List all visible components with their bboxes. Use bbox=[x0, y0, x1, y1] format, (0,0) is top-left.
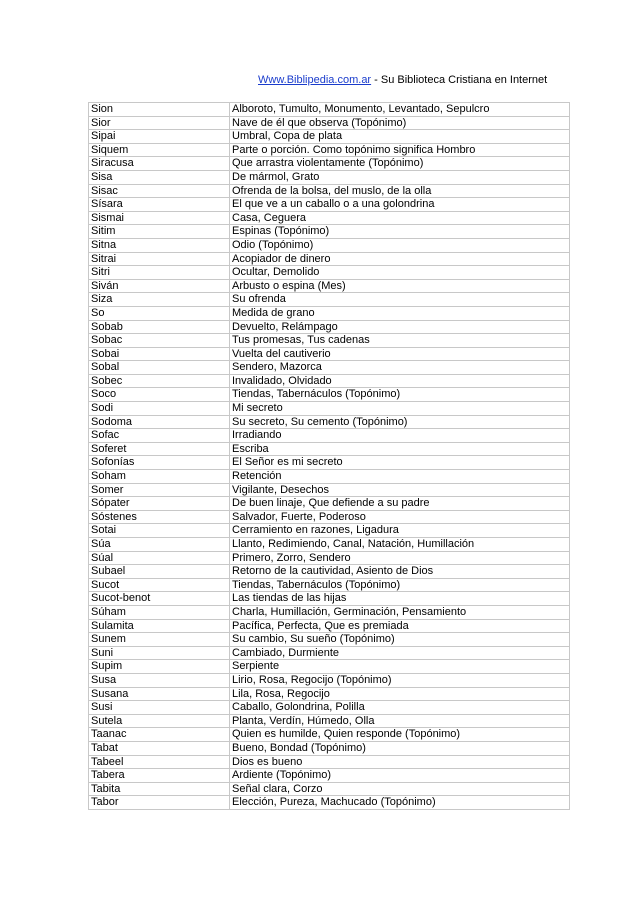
table-row bbox=[89, 306, 570, 320]
entry-name: Taanac bbox=[89, 728, 230, 742]
entry-meaning: Ocultar, Demolido bbox=[230, 266, 570, 280]
entry-meaning: Nave de él que observa (Topónimo) bbox=[230, 116, 570, 130]
entry-name: Siquem bbox=[89, 143, 230, 157]
entry-meaning: Mi secreto bbox=[230, 402, 570, 416]
entry-name: Somer bbox=[89, 483, 230, 497]
entry-meaning: Bueno, Bondad (Topónimo) bbox=[230, 741, 570, 755]
entry-name: Tabat bbox=[89, 741, 230, 755]
entry-meaning: Las tiendas de las hijas bbox=[230, 592, 570, 606]
entry-name: Sitri bbox=[89, 266, 230, 280]
entry-name: Sobab bbox=[89, 320, 230, 334]
table-row bbox=[89, 497, 570, 511]
entry-meaning: Tiendas, Tabernáculos (Topónimo) bbox=[230, 578, 570, 592]
entry-name: Sobai bbox=[89, 347, 230, 361]
table-row bbox=[89, 361, 570, 375]
entry-meaning: Quien es humilde, Quien responde (Topónimo) bbox=[230, 728, 570, 742]
entry-meaning: Odio (Topónimo) bbox=[230, 238, 570, 252]
table-row bbox=[89, 660, 570, 674]
table-row bbox=[89, 402, 570, 416]
entry-meaning: Caballo, Golondrina, Polilla bbox=[230, 701, 570, 715]
table-row bbox=[89, 470, 570, 484]
entry-meaning: Su secreto, Su cemento (Topónimo) bbox=[230, 415, 570, 429]
entry-name: Soco bbox=[89, 388, 230, 402]
entry-name: Sobac bbox=[89, 334, 230, 348]
table-row bbox=[89, 592, 570, 606]
table-row bbox=[89, 334, 570, 348]
entry-name: Sísara bbox=[89, 198, 230, 212]
table-row bbox=[89, 170, 570, 184]
entry-name: Sitrai bbox=[89, 252, 230, 266]
entry-name: Sóstenes bbox=[89, 510, 230, 524]
entry-name: Soham bbox=[89, 470, 230, 484]
table-row bbox=[89, 374, 570, 388]
entry-meaning: De buen linaje, Que defiende a su padre bbox=[230, 497, 570, 511]
entry-meaning: De mármol, Grato bbox=[230, 170, 570, 184]
entry-name: Sior bbox=[89, 116, 230, 130]
entry-name: Sipai bbox=[89, 130, 230, 144]
entry-name: Suni bbox=[89, 646, 230, 660]
entry-meaning: Casa, Ceguera bbox=[230, 211, 570, 225]
entry-meaning: Cerramiento en razones, Ligadura bbox=[230, 524, 570, 538]
table-row bbox=[89, 157, 570, 171]
table-row bbox=[89, 238, 570, 252]
entry-meaning: Charla, Humillación, Germinación, Pensamiento bbox=[230, 605, 570, 619]
table-row bbox=[89, 796, 570, 810]
table-row bbox=[89, 510, 570, 524]
table-row bbox=[89, 320, 570, 334]
table-row bbox=[89, 578, 570, 592]
entry-name: Siracusa bbox=[89, 157, 230, 171]
entry-name: Susana bbox=[89, 687, 230, 701]
entry-meaning: Ardiente (Topónimo) bbox=[230, 769, 570, 783]
table-row bbox=[89, 415, 570, 429]
entry-meaning: Su cambio, Su sueño (Topónimo) bbox=[230, 633, 570, 647]
entry-meaning: Lirio, Rosa, Regocijo (Topónimo) bbox=[230, 673, 570, 687]
table-row bbox=[89, 483, 570, 497]
entry-name: Soferet bbox=[89, 442, 230, 456]
entry-meaning: Irradiando bbox=[230, 429, 570, 443]
entry-name: Sitim bbox=[89, 225, 230, 239]
site-link[interactable]: Www.Biblipedia.com.ar bbox=[258, 74, 372, 86]
table-row bbox=[89, 633, 570, 647]
entry-name: Sobec bbox=[89, 374, 230, 388]
entry-name: Sópater bbox=[89, 497, 230, 511]
entry-meaning: Planta, Verdín, Húmedo, Olla bbox=[230, 714, 570, 728]
table-row bbox=[89, 347, 570, 361]
entry-meaning: Parte o porción. Como topónimo significa Hombro bbox=[230, 143, 570, 157]
entry-name: Susi bbox=[89, 701, 230, 715]
entry-name: Sofac bbox=[89, 429, 230, 443]
table-row bbox=[89, 116, 570, 130]
table-row bbox=[89, 252, 570, 266]
entry-name: Sitna bbox=[89, 238, 230, 252]
table-row bbox=[89, 782, 570, 796]
table-row bbox=[89, 211, 570, 225]
header-line bbox=[258, 74, 547, 86]
table-row bbox=[89, 687, 570, 701]
entry-meaning: Escriba bbox=[230, 442, 570, 456]
entry-name: Tabera bbox=[89, 769, 230, 783]
table-row bbox=[89, 565, 570, 579]
entry-name: Susa bbox=[89, 673, 230, 687]
entry-meaning: Primero, Zorro, Sendero bbox=[230, 551, 570, 565]
entry-name: Súal bbox=[89, 551, 230, 565]
table-row bbox=[89, 429, 570, 443]
entry-name: Sobal bbox=[89, 361, 230, 375]
entry-name: Sodoma bbox=[89, 415, 230, 429]
entry-meaning: Acopiador de dinero bbox=[230, 252, 570, 266]
table-row bbox=[89, 551, 570, 565]
entry-name: Sucot-benot bbox=[89, 592, 230, 606]
entry-meaning: Sendero, Mazorca bbox=[230, 361, 570, 375]
table-row bbox=[89, 184, 570, 198]
entry-meaning: Salvador, Fuerte, Poderoso bbox=[230, 510, 570, 524]
entry-name: Sulamita bbox=[89, 619, 230, 633]
entry-name: Subael bbox=[89, 565, 230, 579]
table-row bbox=[89, 524, 570, 538]
entry-meaning: Que arrastra violentamente (Topónimo) bbox=[230, 157, 570, 171]
entry-name: So bbox=[89, 306, 230, 320]
entry-meaning: Cambiado, Durmiente bbox=[230, 646, 570, 660]
entry-name: Siván bbox=[89, 279, 230, 293]
entry-meaning: Dios es bueno bbox=[230, 755, 570, 769]
entry-meaning: Pacífica, Perfecta, Que es premiada bbox=[230, 619, 570, 633]
entry-meaning: Retorno de la cautividad, Asiento de Dios bbox=[230, 565, 570, 579]
entry-name: Sion bbox=[89, 103, 230, 117]
entry-name: Supim bbox=[89, 660, 230, 674]
table-row bbox=[89, 225, 570, 239]
entry-name: Tabita bbox=[89, 782, 230, 796]
table-row bbox=[89, 143, 570, 157]
entry-name: Siza bbox=[89, 293, 230, 307]
entry-meaning: Elección, Pureza, Machucado (Topónimo) bbox=[230, 796, 570, 810]
table-row bbox=[89, 605, 570, 619]
entry-meaning: Tiendas, Tabernáculos (Topónimo) bbox=[230, 388, 570, 402]
entry-name: Tabeel bbox=[89, 755, 230, 769]
entry-meaning: Lila, Rosa, Regocijo bbox=[230, 687, 570, 701]
entry-meaning: El Señor es mi secreto bbox=[230, 456, 570, 470]
table-row bbox=[89, 673, 570, 687]
table-row bbox=[89, 442, 570, 456]
table-row bbox=[89, 755, 570, 769]
table-row bbox=[89, 741, 570, 755]
table-row bbox=[89, 538, 570, 552]
entry-meaning: Invalidado, Olvidado bbox=[230, 374, 570, 388]
table-row bbox=[89, 714, 570, 728]
entry-name: Súham bbox=[89, 605, 230, 619]
table-row bbox=[89, 293, 570, 307]
entry-name: Sunem bbox=[89, 633, 230, 647]
table-row bbox=[89, 728, 570, 742]
entry-name: Sofonías bbox=[89, 456, 230, 470]
entry-meaning: Tus promesas, Tus cadenas bbox=[230, 334, 570, 348]
entry-meaning: Serpiente bbox=[230, 660, 570, 674]
table-row bbox=[89, 198, 570, 212]
entry-meaning: Su ofrenda bbox=[230, 293, 570, 307]
table-row bbox=[89, 456, 570, 470]
entry-name: Sisa bbox=[89, 170, 230, 184]
table-row bbox=[89, 279, 570, 293]
entry-meaning: Ofrenda de la bolsa, del muslo, de la olla bbox=[230, 184, 570, 198]
entry-meaning: Vigilante, Desechos bbox=[230, 483, 570, 497]
entry-meaning: Espinas (Topónimo) bbox=[230, 225, 570, 239]
table-row bbox=[89, 646, 570, 660]
entry-name: Sismai bbox=[89, 211, 230, 225]
entry-meaning: Señal clara, Corzo bbox=[230, 782, 570, 796]
table-row bbox=[89, 701, 570, 715]
table-row bbox=[89, 266, 570, 280]
entry-name: Sodi bbox=[89, 402, 230, 416]
entry-meaning: Medida de grano bbox=[230, 306, 570, 320]
glossary-body bbox=[89, 103, 570, 810]
entry-name: Sisac bbox=[89, 184, 230, 198]
entry-meaning: Llanto, Redimiendo, Canal, Natación, Humillación bbox=[230, 538, 570, 552]
table-row bbox=[89, 130, 570, 144]
entry-name: Sotai bbox=[89, 524, 230, 538]
entry-meaning: Retención bbox=[230, 470, 570, 484]
entry-name: Sutela bbox=[89, 714, 230, 728]
entry-meaning: Vuelta del cautiverio bbox=[230, 347, 570, 361]
entry-meaning: Devuelto, Relámpago bbox=[230, 320, 570, 334]
entry-meaning: Alboroto, Tumulto, Monumento, Levantado, Sepulcro bbox=[230, 103, 570, 117]
entry-name: Tabor bbox=[89, 796, 230, 810]
entry-name: Sucot bbox=[89, 578, 230, 592]
names-glossary-table bbox=[88, 102, 570, 810]
site-tagline: - Su Biblioteca Cristiana en Internet bbox=[371, 74, 548, 86]
table-row bbox=[89, 388, 570, 402]
entry-meaning: Arbusto o espina (Mes) bbox=[230, 279, 570, 293]
table-row bbox=[89, 103, 570, 117]
entry-meaning: El que ve a un caballo o a una golondrina bbox=[230, 198, 570, 212]
entry-meaning: Umbral, Copa de plata bbox=[230, 130, 570, 144]
table-row bbox=[89, 769, 570, 783]
entry-name: Súa bbox=[89, 538, 230, 552]
table-row bbox=[89, 619, 570, 633]
